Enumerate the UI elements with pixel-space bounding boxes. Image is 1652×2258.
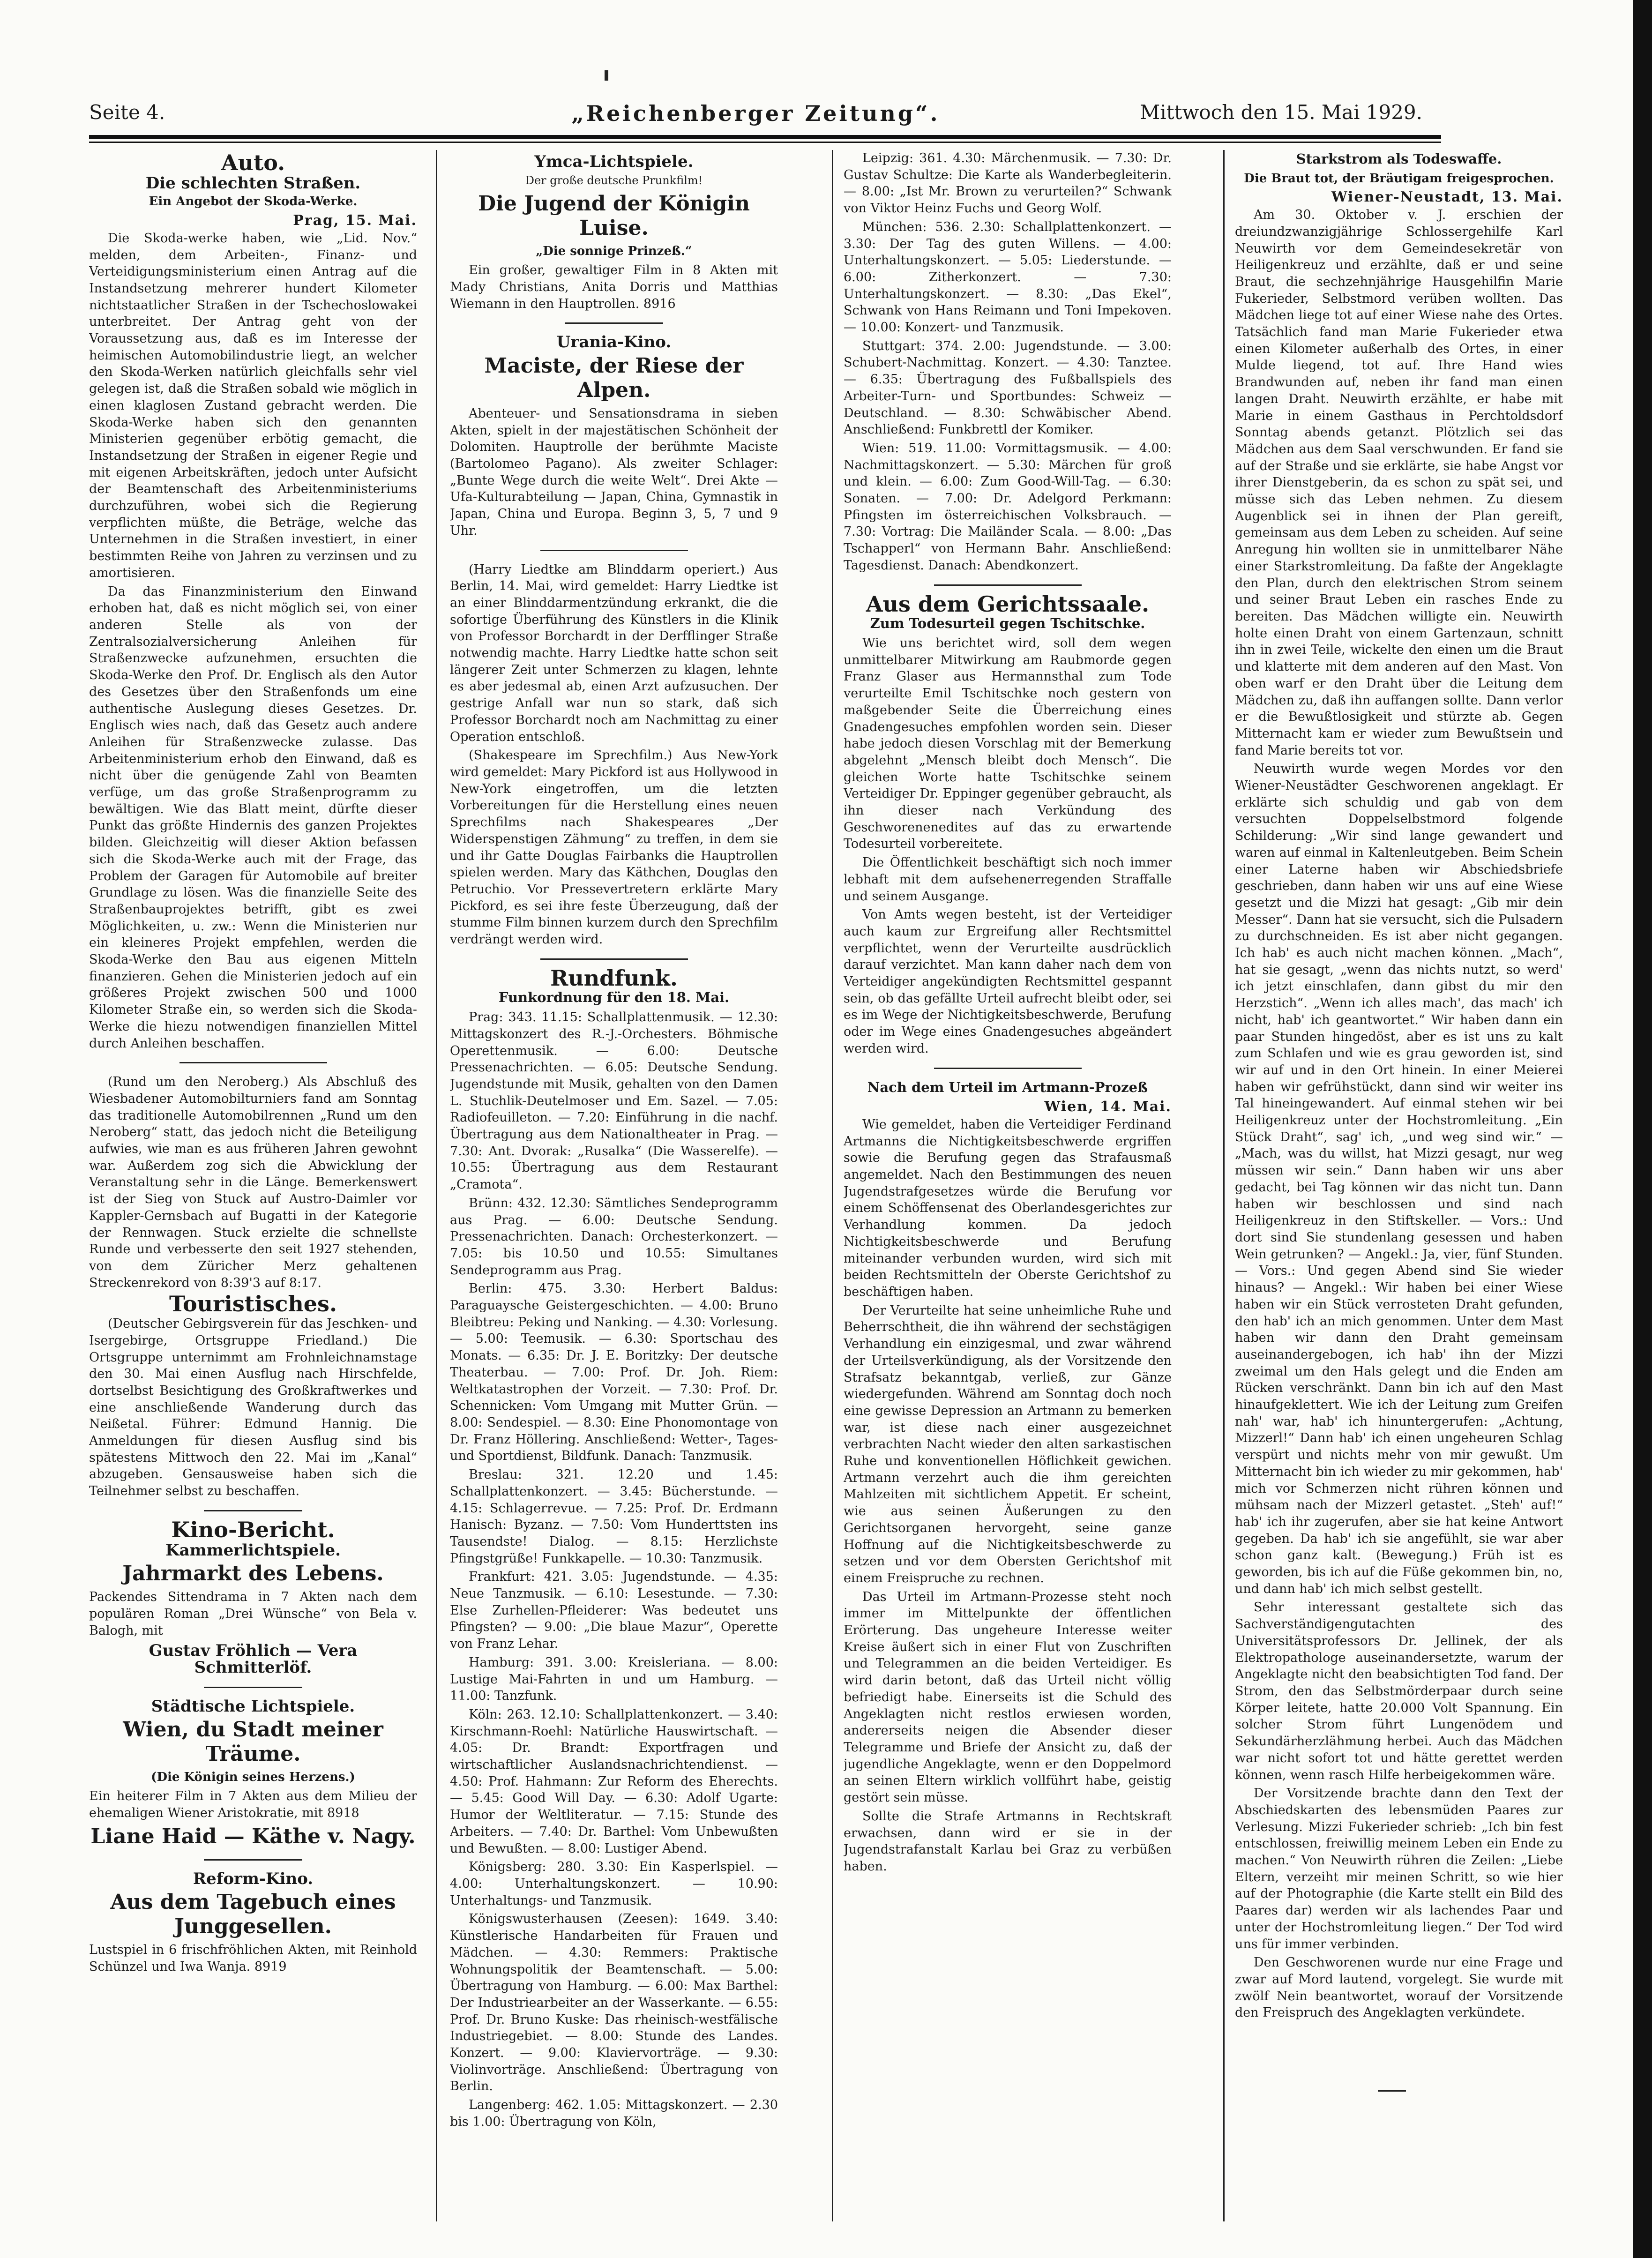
- section-heading-auto: Auto.: [221, 150, 285, 175]
- divider: [934, 1068, 1082, 1069]
- radio-station-muenchen: München: 536. 2.30: Schallplattenkonzert. — 3.30: Der Tag des guten Willens. — 4.00: Unterhaltungskonzert. — 5.05: Liederstunde. — 6.00: Zitherkonzert. — 7.30: Unterhaltungskonzert. — 8.30: „Das Ekel“, Schwank von Hans Reimann und Toni Impekoven. — 10.00: Konzert- und Tanzmusik.: [844, 219, 1172, 335]
- cinema-name: Ymca-Lichtspiele.: [534, 152, 694, 171]
- cinema-name: Urania-Kino.: [556, 333, 672, 352]
- header-rule-thin: [89, 142, 1441, 143]
- column-2: [450, 150, 778, 2221]
- page-number: Seite 4.: [89, 101, 165, 124]
- divider: [934, 584, 1082, 586]
- article-paragraph: Wie gemeldet, haben die Verteidiger Ferdinand Artmanns die Nichtigkeitsbeschwerde ergriffen sowie die Berufung gegen das Strafausmaß angemeldet. Nach den Bestimmungen des neuen Jugendstrafgesetzes würde die Berufung vor einem Schöffensenat des Oberlandesgerichtes zur Verhandlung kommen. Da jedoch Nichtigkeitsbeschwerde und Berufung miteinander verbunden wurden, wird sich mit beiden Rechtsmitteln der Oberste Gerichtshof zu beschäftigen haben.: [844, 1117, 1172, 1299]
- radio-station-koenigsberg: Königsberg: 280. 3.30: Ein Kasperlspiel. — 4.00: Unterhaltungskonzert. — 10.90: Unterhaltungs- und Tanzmusik.: [450, 1860, 778, 1908]
- news-item: (Shakespeare im Sprechfilm.) Aus New-York wird gemeldet: Mary Pickford ist aus Hollywood in New-York eingetroffen, um die letzten Vorbereitungen für die Herstellung eines neuen Sprechfilms nach Shakespeares „Der Widerspenstigen Zähmung“ zu treffen, in dem sie und ihr Gatte Douglas Fairbanks die Hauptrollen spielen werden. Mary das Käthchen, Douglas den Petruchio. Vor Pressevertretern erklärte Mary Pickford, es sei ihre feste Überzeugung, daß der stumme Film binnen kurzem durch den Sprechfilm verdrängt werden wird.: [450, 748, 778, 947]
- film-title: Jahrmarkt des Lebens.: [122, 1562, 384, 1586]
- article-paragraph: Am 30. Oktober v. J. erschien der dreiundzwanzigjährige Schlossergehilfe Karl Neuwirth vor dem Gemeindesekretär von Heiligenkreuz und erzählte, daß er und seine Braut, die sechzehnjährige Hausgehilfin Marie Fukerieder, Selbstmord verüben wollten. Das Mädchen liege tot auf einer Wiese nahe des Ortes. Tatsächlich fand man Marie Fukerieder etwa einen Kilometer außerhalb des Ortes, in einer Mulde liegend, tot auf. Ihre Hand wies Brandwunden auf, neben ihr fand man einen langen Draht. Neuwirth erzählte, er habe mit Marie in einem Gasthaus in Perchtoldsdorf Sonntag abends getanzt. Plötzlich sei das Mädchen aus dem Saal verschwunden. Er fand sie auf der Straße und sie erklärte, sie habe Angst vor ihrer Dienstgeberin, da es schon zu spät sei, und müsse sich das Leben nehmen. Zu diesem Augenblick sei in ihnen der Plan gereift, gemeinsam aus dem Leben zu scheiden. Auf seine Anregung hin wollten sie in unmittelbarer Nähe einer Starkstromleitung. Da faßte der Angeklagte den Plan, durch den elektrischen Strom seinem und seiner Braut Leben ein rasches Ende zu bereiten. Das Mädchen willigte ein. Neuwirth holte einen Draht von einem Gartenzaun, schnitt ihn in zwei Teile, wickelte den einen um die Braut und klatterte mit dem anderen auf den Mast. Von oben warf er den Draht über die Leitung dem Mädchen zu, daß ihn auffangen sollte. Dann verlor er die Bewußtlosigkeit und stürzte ab. Gegen Mitternacht kam er wieder zum Bewußtsein und fand Marie bereits tot vor.: [1235, 208, 1563, 758]
- article-paragraph: Wie uns berichtet wird, soll dem wegen unmittelbarer Mitwirkung am Raubmorde gegen Franz Glaser aus Hermannsthal zum Tode verurteilte Emil Tschitschke noch gestern von maßgebender Seite die Überreichung eines Gnadengesuches empfohlen worden sein. Dieser habe jedoch diesen Vorschlag mit der Bemerkung abgelehnt „Mensch bleibt doch Mensch“. Die gleichen Worte hatte Tschitschke seinem Verteidiger Dr. Eppinger gegenüber gebraucht, als ihn dieser nach Verkündung des Geschworenenedites auf das zu erwartende Todesurteil vorbereitete.: [844, 636, 1172, 852]
- dateline: Prag, 15. Mai.: [293, 212, 417, 229]
- divider: [565, 322, 663, 324]
- news-item: (Harry Liedtke am Blinddarm operiert.) Aus Berlin, 14. Mai, wird gemeldet: Harry Liedtke ist an einer Blinddarmentzündung erkrankt, die die sofortige Überführung des Künstlers in die Klinik von Professor Borchardt in der Derfflinger Straße notwendig machte. Harry Liedtke hatte schon seit längerer Zeit unter Schmerzen zu klagen, lehnte es aber jedesmal ab, einen Arzt aufzusuchen. Der gestrige Anfall war nun so stark, daß sich Professor Borchardt noch am Nachmittag zu einer Operation entschloß.: [450, 562, 778, 744]
- film-stars: Gustav Fröhlich — Vera Schmitterlöf.: [149, 1641, 358, 1677]
- film-title: Maciste, der Riese der Alpen.: [484, 353, 744, 402]
- article-paragraph: Die Skoda-werke haben, wie „Lid. Nov.“ melden, dem Arbeiten-, Finanz- und Verteidigungsministerium einen Antrag auf die Instandsetzung mehrerer hundert Kilometer nichtstaatlicher Straßen in der Tschechoslowakei unterbreitet. Der Antrag geht von der Voraussetzung aus, daß es im Interesse der heimischen Automobilindustrie liegt, an welcher den Skoda-Werken natürlich gleichfalls sehr viel gelegen ist, daß die Straßen sobald wie möglich in einen klaglosen Zustand gebracht werden. Die Skoda-Werke haben sich den genannten Ministerien gegenüber erbötig gemacht, die Instandsetzung der Straßen in eigener Regie und mit eigenen Arbeitskräften, jedoch unter Aufsicht der Beamtenschaft des Arbeitenministeriums durchzuführen, wobei sich die Regierung verpflichten müßte, die Beträge, welche das Unternehmen in die Straßen investiert, in einer bestimmten Reihe von Jahren zu verzinsen und zu amortisieren.: [89, 231, 417, 580]
- radio-station-wien: Wien: 519. 11.00: Vormittagsmusik. — 4.00: Nachmittagskonzert. — 5.30: Märchen für groß und klein. — 6.00: Zum Good-Will-Tag. — 6.30: Sonaten. — 7.00: Dr. Adelgord Perkmann: Pfingsten im österreichischen Volksbrauch. — 7.30: Vortrag: Die Mailänder Scala. — 8.00: „Das Tschapperl“ von Hermann Bahr. Anschließend: Tagesdienst. Danach: Abendkonzert.: [844, 441, 1172, 573]
- article-paragraph: Das Urteil im Artmann-Prozesse steht noch immer im Mittelpunkte der öffentlichen Erörterung. Das ungeheure Interesse weiter Kreise äußert sich in einer Flut von Zuschriften und Telegrammen an die beiden Verteidiger. Es wird darin betont, daß das Urteil nicht völlig befriedigt habe. Einerseits ist die Schuld des Angeklagten nicht restlos erwiesen worden, andererseits neigen die Absender dieser Telegramme und Briefe der Ansicht zu, daß der jugendliche Angeklagte, wenn er den Doppelmord an seinen Eltern wirklich vollführt habe, geistig gestört sein müsse.: [844, 1589, 1172, 1805]
- article-paragraph: Sollte die Strafe Artmanns in Rechtskraft erwachsen, dann wird er sie in der Jugendstrafanstalt Karlau bei Graz zu verbüßen haben.: [844, 1809, 1172, 1874]
- section-heading-gericht: Aus dem Gerichtssaale.: [866, 591, 1150, 617]
- scan-mark: [605, 70, 608, 81]
- radio-station-breslau: Breslau: 321. 12.20 und 1.45: Schallplattenkonzert. — 3.45: Bücherstunde. — 4.15: Schlagerrevue. — 7.25: Prof. Dr. Erdmann Hanisch: Byzanz. — 7.50: Vom Hunderttsten ins Tausendste! Dialog. — 8.15: Herzlichste Pfingstgrüße! Funkkapelle. — 10.30: Tanzmusik.: [450, 1467, 778, 1566]
- column-divider: [1223, 150, 1225, 2221]
- end-rule: [1378, 2090, 1406, 2092]
- divider: [540, 550, 688, 551]
- page-header: [89, 101, 1422, 134]
- section-heading-rundfunk: Rundfunk.: [550, 965, 678, 991]
- dateline: Wiener-Neustadt, 13. Mai.: [1331, 189, 1563, 206]
- divider: [204, 1687, 302, 1688]
- radio-station-koeln: Köln: 263. 12.10: Schallplattenkonzert. — 3.40: Kirschmann-Roehl: Natürliche Hauswirtschaft. — 4.05: Dr. Brandt: Exportfragen und wirtschaftlicher Auslandsnachrichtendienst. — 4.50: Prof. Hahmann: Zur Reform des Eherechts. — 5.45: Good Will Day. — 6.30: Adolf Ugarte: Humor der Weltliteratur. — 7.15: Stunde des Arbeiters. — 7.40: Dr. Barthel: Vom Unbewußten und Bewußten. — 8.00: Lustiger Abend.: [450, 1707, 778, 1856]
- radio-station-berlin: Berlin: 475. 3.30: Herbert Baldus: Paraguaysche Geistergeschichten. — 4.00: Bruno Bleibtreu: Peking und Nanking. — 4.30: Vorlesung. — 5.00: Teemusik. — 6.30: Sportschau des Monats. — 6.35: Dr. J. E. Boritzky: Der deutsche Theaterbau. — 7.00: Prof. Dr. Joh. Riem: Weltkatastrophen der Vorzeit. — 7.30: Prof. Dr. Schennicken: Vom Umgang mit Mutter Grün. — 8.00: Sendespiel. — 8.30: Eine Phonomontage von Dr. Franz Höllering. Anschließend: Wetter-, Tages- und Sportdienst, Bildfunk. Danach: Tanzmusik.: [450, 1281, 778, 1464]
- radio-station-frankfurt: Frankfurt: 421. 3.05: Jugendstunde. — 4.35: Neue Tanzmusik. — 6.10: Lesestunde. — 7.30: Else Zurhellen-Pfleiderer: Was bedeutet uns Pfingsten? — 9.00: „Die blaue Mazur“, Operette von Franz Lehar.: [450, 1570, 778, 1652]
- section-heading-touristik: Touristisches.: [169, 1291, 337, 1317]
- article-paragraph: Da das Finanzministerium den Einwand erhoben hat, daß es nicht möglich sei, von einer anderen Stelle als von der Zentralsozialversicherung Anleihen für Straßenzwecke aufzunehmen, ersuchten die Skoda-Werke den Prof. Dr. Englisch als den Autor des Gesetzes über den Straßenfonds um eine authentische Auslegung dieses Gesetzes. Dr. Englisch wies nach, daß das Gesetz auch andere Anleihen für Straßenzwecke zulasse. Das Arbeitenministerium erhob den Einwand, daß es nicht über die genügende Zahl von Beamten verfüge, um das große Straßenprogramm zu bewältigen. Wie das Blatt meint, dürfte dieser Punkt das größte Hindernis des ganzen Projektes bilden. Gleichzeitig will dieser Aktion befassen sich die Skoda-Werke auch mit der Frage, das Problem der Garagen für Automobile auf breiter Grundlage zu lösen. Was die finanzielle Seite des Straßenbauprojektes betrifft, gibt es zwei Möglichkeiten, u. zw.: Wenn die Ministerien nur ein kleineres Projekt empfehlen, werden die Skoda-Werke den Bau aus eigenen Mitteln finanzieren. Gehen die Ministerien jedoch auf ein größeres Projekt zwischen 500 und 1000 Kilometer Straße ein, so werden sich die Skoda-Werke die hiezu notwendigen finanziellen Mittel durch Anleihen beschaffen.: [89, 584, 417, 1051]
- divider: [179, 1062, 327, 1063]
- article-paragraph: Den Geschworenen wurde nur eine Frage und zwar auf Mord lautend, vorgelegt. Sie wurde mit zwölf Nein beantwortet, worauf der Vorsitzende den Freispruch des Angeklagten verkündete.: [1235, 1955, 1563, 2020]
- article-paragraph: Sehr interessant gestaltete sich das Sachverständigengutachten des Universitätsprofessors Dr. Jellinek, der als Elektropathologe auseinandersetzte, warum der Angeklagte nicht den beabsichtigten Tod fand. Der Strom, den das Selbstmörderpaar durch seine Körper leitete, hatte 20.000 Volt Spannung. Ein solcher Strom führt Lungenödem und Sekundärherzlähmung herbei. Auch das Mädchen war nicht sofort tot und hätte gerettet werden können, wenn rasch Hilfe herbeigekommen wäre.: [1235, 1600, 1563, 1782]
- article-paragraph: Der Vorsitzende brachte dann den Text der Abschiedskarten des lebensmüden Paares zur Verlesung. Mizzi Fukerieder schrieb: „Ich bin fest entschlossen, freiwillig meinem Leben ein Ende zu machen.“ Von Neuwirth rühren die Zeilen: „Liebe Eltern, verzeiht mir meinen Schritt, so wie hier auf der Photographie (die Karte stellt ein Bild des Paares dar) werden wir als lachendes Paar und unter der Hochstromleitung liegen.“ Der Tod wird uns für immer verbinden.: [1235, 1786, 1563, 1951]
- radio-station-langenberg: Langenberg: 462. 1.05: Mittagskonzert. — 2.30 bis 1.00: Übertragung von Köln,: [450, 2098, 778, 2129]
- column-3: [844, 150, 1172, 2221]
- cinema-name: Reform-Kino.: [193, 1869, 314, 1888]
- film-lead: Der große deutsche Prunkfilm!: [525, 173, 703, 187]
- divider: [204, 1859, 302, 1861]
- film-title: Aus dem Tagebuch eines Junggesellen.: [110, 1890, 396, 1939]
- film-description: Ein großer, gewaltiger Film in 8 Akten mit Mady Christians, Anita Dorris und Matthias Wiemann in den Hauptrollen. 8916: [450, 263, 778, 311]
- film-stars: Liane Haid — Käthe v. Nagy.: [90, 1824, 416, 1848]
- article-paragraph: Die Öffentlichkeit beschäftigt sich noch immer lebhaft mit dem aufsehenerregenden Straffalle und seinem Ausgange.: [844, 855, 1172, 904]
- article-subheadline: Die Braut tot, der Bräutigam freigesprochen.: [1244, 171, 1554, 186]
- divider: [204, 1510, 302, 1511]
- article-headline: Starkstrom als Todeswaffe.: [1296, 151, 1502, 167]
- film-description: Abenteuer- und Sensationsdrama in sieben Akten, spielt in der majestätischen Schönheit der Dolomiten. Hauptrolle der berühmte Maciste (Bartolomeo Pagano). Als zweiter Schlager: „Bunte Wege durch die weite Welt“. Drei Akte — Ufa-Kulturabteilung — Japan, China, Gymnastik in Japan, China und Europa. Beginn 3, 5, 7 und 9 Uhr.: [450, 406, 778, 538]
- film-title: Wien, du Stadt meiner Träume.: [123, 1718, 383, 1766]
- radio-station-stuttgart: Stuttgart: 374. 2.00: Jugendstunde. — 3.00: Schubert-Nachmittag. Konzert. — 4.30: Tanztee. — 6.35: Übertragung des Fußballspiels des Arbeiter-Turn- und Sportbundes: Schweiz — Deutschland. — 8.30: Schwäbischer Abend. Anschließend: Funkbrettl der Komiker.: [844, 338, 1172, 437]
- article-headline: Die schlechten Straßen.: [145, 173, 361, 193]
- film-subtitle: „Die sonnige Prinzeß.“: [536, 244, 692, 259]
- newspaper-title: „Reichenberger Zeitung“.: [571, 101, 940, 126]
- news-item: (Rund um den Neroberg.) Als Abschluß des Wiesbadener Automobilturniers fand am Sonntag das traditionelle Automobilrennen „Rund um den Neroberg“ statt, das jedoch nicht die Beteiligung aufwies, wie man es aus früheren Jahren gewohnt war. Außerdem zog sich die Abwicklung der Veranstaltung sehr in die Länge. Bemerkenswert ist der Sieg von Stuck auf Austro-Daimler vor Kappler-Gernsbach auf Bugatti in der Kategorie der Rennwagen. Stuck erzielte die schnellste Runde und verbesserte den seit 1927 stehenden, von dem Züricher Merz gehaltenen Streckenrekord von 8:39'3 auf 8:17.: [89, 1075, 417, 1290]
- radio-station-prag: Prag: 343. 11.15: Schallplattenmusik. — 12.30: Mittagskonzert des R.-J.-Orchesters. Böhmische Operettenmusik. — 6.00: Deutsche Pressenachrichten. — 6.05: Deutsche Sendung. Jugendstunde mit Musik, gehalten von den Damen L. Stuchlik-Deutelmoser und Em. Sazel. — 7.05: Radiofeuilleton. — 7.20: Einführung in die nachf. Übertragung aus dem Nationaltheater in Prag. — 7.30: Ant. Dvorak: „Rusalka“ (Die Wasserelfe). — 10.55: Übertragung aus dem Restaurant „Cramota“.: [450, 1010, 778, 1192]
- section-heading-kino: Kino-Bericht.: [171, 1517, 335, 1542]
- header-rule: [89, 135, 1441, 139]
- divider: [540, 958, 688, 960]
- column-divider: [436, 150, 437, 2221]
- article-headline: Zum Todesurteil gegen Tschitschke.: [870, 615, 1145, 632]
- radio-station-koenigswusterhausen: Königswusterhausen (Zeesen): 1649. 3.40: Künstlerische Handarbeiten für Frauen und Mädchen. — 4.30: Remmers: Praktische Wohnungspolitik der Beamtenschaft. — 5.00: Übertragung von Hamburg. — 6.00: Max Barthel: Der Industriearbeiter an der Wasserkante. — 6.55: Prof. Dr. Bruno Kuske: Das rheinisch-westfälische Industriegebiet. — 8.00: Stunde des Landes. Konzert. — 9.00: Klaviervorträge. — 9.30: Violinvorträge. Anschließend: Übertragung von Berlin.: [450, 1912, 778, 2094]
- film-description: Packendes Sittendrama in 7 Akten nach dem populären Roman „Drei Wünsche“ von Bela v. Balogh, mit: [89, 1590, 417, 1638]
- article-headline: Nach dem Urteil im Artmann-Prozeß: [867, 1079, 1148, 1095]
- film-description: Ein heiterer Film in 7 Akten aus dem Milieu der ehemaligen Wiener Aristokratie, mit 8918: [89, 1789, 417, 1820]
- column-divider: [832, 150, 833, 2221]
- cinema-name: Kammerlichtspiele.: [165, 1540, 341, 1560]
- article-paragraph: Von Amts wegen besteht, ist der Verteidiger auch kaum zur Ergreifung aller Rechtsmittel verpflichtet, wenn der Verurteilte ausdrücklich darauf verzichtet. Man kann daher nach dem von Verteidiger angekündigten Rechtsmittel gespannt sein, ob das gefällte Urteil aufrecht bleibt oder, sei es im Wege der Nichtigkeitsbeschwerde, Berufung oder im Wege eines Gnadengesuches abgeändert werden wird.: [844, 907, 1172, 1056]
- radio-station-bruenn: Brünn: 432. 12.30: Sämtliches Sendeprogramm aus Prag. — 6.00: Deutsche Sendung. Pressenachrichten. Danach: Orchesterkonzert. — 7.05: bis 10.50 und 10.55: Simultanes Sendeprogramm aus Prag.: [450, 1196, 778, 1278]
- radio-station-leipzig: Leipzig: 361. 4.30: Märchenmusik. — 7.30: Dr. Gustav Schultze: Die Karte als Wanderbegleiterin. — 8.00: „Ist Mr. Brown zu verurteilen?“ Schwank von Viktor Heinz Fuchs und Georg Wolf.: [844, 151, 1172, 216]
- article-paragraph: Neuwirth wurde wegen Mordes vor den Wiener-Neustädter Geschworenen angeklagt. Er erklärte sich schuldig und gab von dem versuchten Doppelselbstmord folgende Schilderung: „Wir sind lange gewandert und waren auf einmal in Kaltenleutgeben. Beim Schein einer Laterne haben wir Abschiedsbriefe geschrieben, dann haben wir uns auf eine Wiese gesetzt und die Mizzi hat gesagt: „Gib mir dein Messer“. Dann hat sie versucht, sich die Pulsadern zu durchschneiden. Es ist aber nicht gegangen. Ich hab' es auch nicht machen können. „Mach“, hat sie gesagt, „wenn das nichts nutzt, so werd' ich jetzt einschlafen, dann gibst du mir den Herzstich“. „Wenn ich alles mach', das mach' ich nicht, hab' ich geantwortet.“ Wir haben dann ein paar Stunden hingedöst, aber es ist uns zu kalt zum Schlafen und wie es grau geworden ist, sind wir auf und in den Ort hinein. In einer Meierei haben wir gefrühstückt, dann sind wir weiter ins Tal hineingewandert. Auf einmal stehen wir bei Heiligenkreuz unter der Hochstromleitung. „Ein Stück Draht“, sag' ich, „und weg sind wir.“ — „Mach, was du willst, hat Mizzi gesagt, nur weg müssen wir sein.“ Dann haben wir uns aber gedacht, bei Tag können wir das nicht tun. Dann haben wir beschlossen und sind nach Heiligenkreuz in den Stiftskeller. — Vors.: Und dort sind Sie stundenlang gesessen und haben Wein getrunken? — Angekl.: Ja, vier, fünf Stunden. — Vors.: Und gegen Abend sind Sie wieder hinaus? — Angekl.: Wir haben bei einer Wiese haben wir ein Stück verrosteten Draht gefunden, den hab' ich an mich genommen. Unter dem Mast haben wir dann den Draht gemeinsam auseinandergebogen, ich hab' ihn der Mizzi zweimal um den Hals gelegt und die Enden am Rücken verschränkt. Dann bin ich auf den Mast hinaufgeklettert. Wie ich der Leitung zum Greifen nah' war, hab' ich hinuntergerufen: „Achtung, Mizzerl!“ Dann hab' ich einen ungeheuren Schlag verspürt und nichts mehr von mir gewußt. Um Mitternacht bin ich wieder zu mir gekommen, hab' mich vor Schmerzen nicht rühren können und mühsam nach der Mizzerl getastet. „Steh' auf!“ hab' ich ihr zugerufen, aber sie hat keine Antwort gegeben. Da hab' ich sie angefühlt, sie war aber schon ganz kalt. (Bewegung.) Früh ist es geworden, bis ich auf die Füße gekommen bin, no, und dann hab' ich mich selbst gestellt.: [1235, 762, 1563, 1596]
- article-paragraph: Der Verurteilte hat seine unheimliche Ruhe und Beherrschtheit, die ihn während der sechstägigen Verhandlung ein einzigesmal, und zwar während der Urteilsverkündigung, als der Vorsitzende den Strafsatz bekanntgab, verließ, zur Gänze wiedergefunden. Während am Sonntag doch noch eine gewisse Depression an Artmann zu bemerken war, ist diese nach einer ausgezeichnet verbrachten Nacht wieder den alten sarkastischen Ruhe und konventionellen Höflichkeit gewichen. Artmann verzehrt auch die ihm gereichten Mahlzeiten mit sichtlichem Appetit. Er scheint, wie aus seinen Äußerungen zu den Gerichtsorganen hervorgeht, seine ganze Hoffnung auf die Nichtigkeitsbeschwerde zu setzen und vor dem Obersten Gerichtshof mit einem Freispruche zu rechnen.: [844, 1303, 1172, 1585]
- film-subtitle: (Die Königin seines Herzens.): [151, 1770, 355, 1785]
- news-item: (Deutscher Gebirgsverein für das Jeschken- und Isergebirge, Ortsgruppe Friedland.) Die Ortsgruppe unternimmt am Frohnleichnamstage den 30. Mai einen Ausflug nach Hirschfelde, dortselbst Besichtigung des Großkraftwerkes und eine anschließende Wanderung durch das Neißetal. Führer: Edmund Hannig. Die Anmeldungen für diesen Ausflug sind bis spätestens Mittwoch den 22. Mai im „Kanal“ abzugeben. Gensausweise haben sich die Teilnehmer selbst zu beschaffen.: [89, 1316, 417, 1499]
- scan-border: [1633, 0, 1652, 2258]
- article-subheadline: Ein Angebot der Skoda-Werke.: [149, 194, 358, 209]
- radio-station-hamburg: Hamburg: 391. 3.00: Kreisleriana. — 8.00: Lustige Mai-Fahrten in und um Hamburg. — 11.00: Tanzfunk.: [450, 1655, 778, 1704]
- dateline: Wien, 14. Mai.: [1044, 1099, 1172, 1115]
- cinema-name: Städtische Lichtspiele.: [151, 1697, 355, 1716]
- film-title: Die Jugend der Königin Luise.: [478, 192, 750, 240]
- issue-date: Mittwoch den 15. Mai 1929.: [1140, 101, 1422, 124]
- film-description: Lustspiel in 6 frischfröhlichen Akten, mit Reinhold Schünzel und Iwa Wanja. 8919: [89, 1943, 417, 1974]
- column-1: [89, 150, 417, 2221]
- column-4: [1235, 150, 1563, 2221]
- program-heading: Funkordnung für den 18. Mai.: [498, 989, 730, 1006]
